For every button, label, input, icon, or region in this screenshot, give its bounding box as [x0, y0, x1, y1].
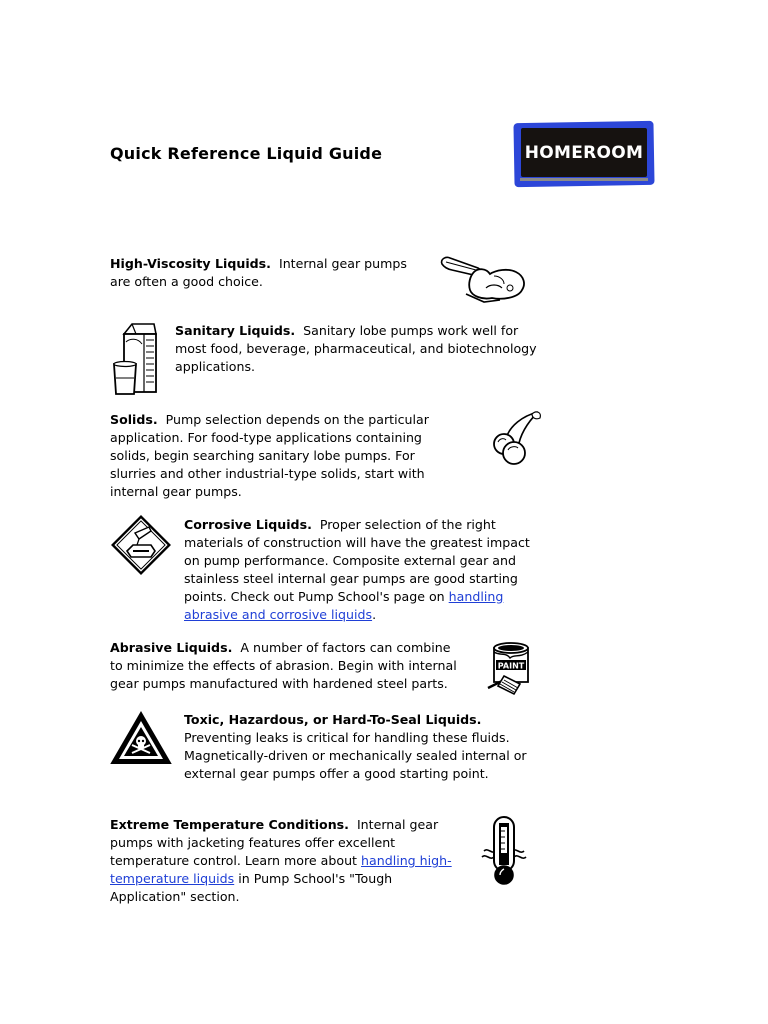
corrosive-liquids-link[interactable]: handling abrasive and corrosive liquids: [184, 589, 504, 622]
section-lead: Solids.: [110, 412, 158, 427]
skull-crossbones-warning-icon: [110, 711, 172, 767]
section-corrosive: [184, 516, 536, 624]
paint-can-label: PAINT: [497, 661, 525, 671]
section-lead: Extreme Temperature Conditions.: [110, 817, 349, 832]
corrosive-hazard-icon: [109, 513, 173, 577]
homeroom-badge: [514, 122, 654, 186]
section-lead: High-Viscosity Liquids.: [110, 256, 271, 271]
section-lead: Toxic, Hazardous, or Hard-To-Seal Liquids.: [184, 712, 482, 727]
section-body: Proper selection of the right materials of construction will have the greatest impact on pump performance. Composite external gear and stainless steel internal gear pumps are good starting points. Check out Pump School's page on: [184, 517, 530, 604]
milk-carton-glass-icon: [110, 320, 160, 396]
section-toxic: [184, 711, 530, 783]
section-body: Preventing leaks is critical for handling these fluids. Magnetically-driven or mechanically sealed internal or external gear pumps offer a good starting point.: [184, 730, 527, 781]
section-sanitary: [175, 322, 547, 376]
homeroom-badge-label: HOMEROOM: [524, 142, 644, 163]
section-lead: Corrosive Liquids.: [184, 517, 312, 532]
section-body: A number of factors can combine to minimize the effects of abrasion. Begin with internal gear pumps manufactured with hardened steel parts.: [110, 640, 457, 691]
section-abrasive: [110, 639, 462, 693]
thermometer-icon: [480, 813, 528, 889]
cherries-icon: [488, 408, 544, 466]
section-body: Pump selection depends on the particular application. For food-type applications containing solids, begin searching sanitary lobe pumps. For slurries and other industrial-type solids, start with internal gear pumps.: [110, 412, 429, 499]
high-temperature-liquids-link[interactable]: handling high-temperature liquids: [110, 853, 452, 886]
section-body: Internal gear pumps are often a good choice.: [110, 256, 407, 289]
section-extreme-temperature: [110, 816, 465, 906]
section-lead: Abrasive Liquids.: [110, 640, 233, 655]
section-tail: in Pump School's "Tough Application" section.: [110, 871, 393, 904]
section-body: Sanitary lobe pumps work well for most food, beverage, pharmaceutical, and biotechnology applications.: [175, 323, 537, 374]
oven-mitt-icon: [438, 254, 528, 306]
section-high-viscosity: [110, 255, 428, 291]
paint-can-brush-icon: [484, 638, 542, 698]
page-title: Quick Reference Liquid Guide: [110, 144, 383, 163]
section-body: Internal gear pumps with jacketing features offer excellent temperature control. Learn more about: [110, 817, 439, 868]
section-lead: Sanitary Liquids.: [175, 323, 296, 338]
section-tail: .: [372, 607, 377, 622]
section-solids: [110, 411, 460, 501]
